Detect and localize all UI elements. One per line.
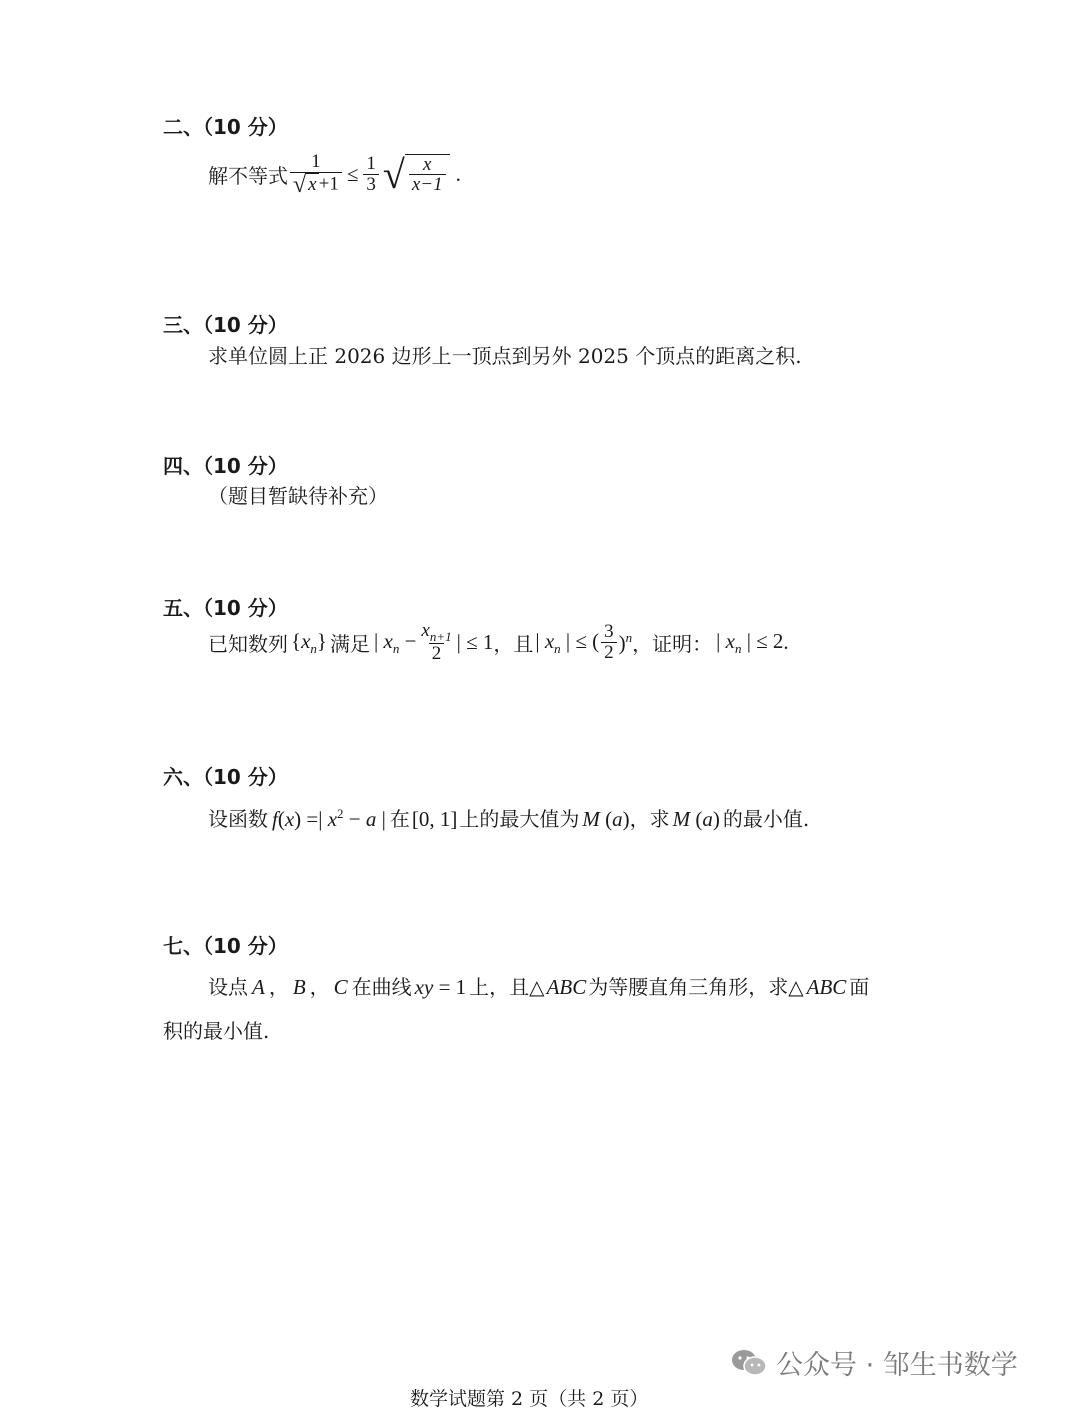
condition-1-end: | ≤ 1 — [456, 630, 494, 655]
fraction-xn1-over-2: $\frac{x_{n+1}}{2}$ — [421, 620, 452, 665]
problem-3-text: 求单位圆上正 2026 边形上一顶点到另外 2025 个顶点的距离之积. — [208, 344, 802, 368]
fraction-1-denominator: √ x +1 — [290, 172, 342, 197]
plus-one: +1 — [318, 173, 339, 195]
sqrt-x: x — [308, 174, 317, 196]
points-abc: A — [252, 975, 265, 999]
fraction-1-numerator: 1 — [311, 151, 321, 172]
problem-6-heading: 六、（10 分） — [163, 765, 288, 789]
problem-6-text-5: 的最小值. — [722, 807, 810, 831]
problem-5-text-2: 满足 — [330, 632, 371, 657]
problem-4-text: （题目暂缺待补充） — [208, 484, 388, 508]
condition-1: | $x_n$ − — [374, 628, 417, 656]
problem-5-text-3: ，且 — [493, 632, 534, 657]
leq-sign: ≤ — [346, 161, 359, 186]
sqrt-fraction: √ $\frac{x}{x-1}$ — [383, 154, 450, 196]
problem-6-text-3: 上的最大值为 — [459, 807, 580, 831]
max-Ma: M (a) — [582, 807, 630, 831]
condition-2: | $x_n$ | ≤ ( — [535, 628, 600, 656]
problem-6-text-1: 设函数 — [208, 807, 268, 831]
problem-5-body — [208, 621, 789, 664]
fraction-3-denominator: x−1 — [409, 174, 446, 195]
condition-2-end: )$^n$ — [618, 629, 633, 655]
problem-2-body — [208, 152, 461, 197]
problem-2-heading: 二、（10 分） — [163, 115, 288, 139]
problem-3-heading: 三、（10 分） — [163, 313, 288, 337]
triangle-abc: ABC — [546, 975, 587, 999]
watermark-text: 公众号 · 邹生书数学 — [776, 1350, 1018, 1381]
max-Ma-2: M (a) — [672, 807, 720, 831]
problem-7-text-2: 在曲线 — [351, 975, 412, 999]
claim: | $x_n$ | ≤ 2 — [716, 628, 784, 656]
problem-6-text-2: 在 — [389, 807, 410, 831]
period: . — [455, 161, 461, 186]
problem-7-text-1: 设点 — [208, 975, 248, 999]
interval: [0, 1] — [411, 807, 458, 831]
problem-5-period: . — [783, 630, 789, 655]
curve-xy: xy = 1 — [414, 975, 467, 999]
fraction-1 — [290, 152, 342, 197]
watermark — [730, 1343, 1018, 1382]
problem-2-lead: 解不等式 — [208, 163, 288, 188]
fraction-2 — [363, 154, 379, 195]
function-def: f(x) =| $x^2 - a$ | — [272, 806, 386, 831]
problem-5-text-4: ，证明： — [632, 632, 713, 657]
fraction-3-over-2: $\frac{3}{2}$ — [601, 622, 617, 663]
problem-7-text-4: 为等腰直角三角形，求△ — [588, 975, 804, 999]
fraction-3-numerator: x — [422, 153, 432, 175]
wechat-icon — [730, 1348, 768, 1378]
fraction-2-numerator: 1 — [366, 153, 376, 175]
problem-6-body — [208, 803, 809, 832]
triangle-abc-2: ABC — [806, 975, 847, 999]
page-footer: 数学试题第 2 页（共 2 页） — [410, 1388, 649, 1410]
problem-7-heading: 七、（10 分） — [163, 934, 288, 958]
fraction-2-denominator: 3 — [363, 174, 379, 195]
problem-6-text-4: ，求 — [629, 807, 670, 831]
problem-7-text-3: 上，且△ — [469, 975, 545, 999]
problem-7-line-1: 设点 A ， B ， C 在曲线 xy = 1 上，且△ ABC 为等腰直角三角形，求△ ABC 面 — [208, 971, 869, 1000]
sequence-xn: $\{x_n\}$ — [291, 628, 328, 656]
problem-7-line-2: 积的最小值. — [163, 1019, 270, 1043]
problem-5-text-1: 已知数列 — [208, 632, 288, 657]
problem-7-text-5: 面 — [849, 975, 870, 999]
problem-4-heading: 四、（10 分） — [163, 454, 288, 478]
problem-5-heading: 五、（10 分） — [163, 596, 288, 620]
